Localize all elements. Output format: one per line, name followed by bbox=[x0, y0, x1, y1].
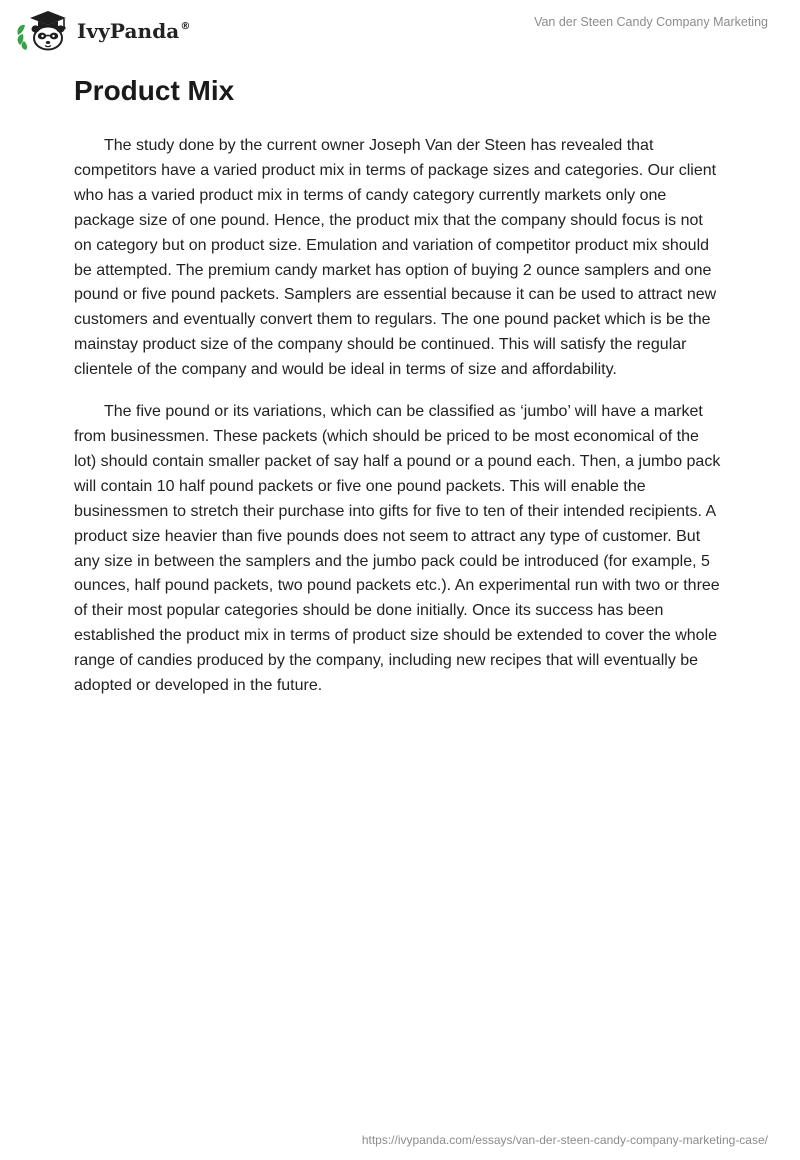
article-body bbox=[74, 74, 724, 716]
source-url[interactable]: https://ivypanda.com/essays/van-der-steen-candy-company-marketing-case/ bbox=[361, 1133, 768, 1147]
paragraph-1: The study done by the current owner Joseph Van der Steen has revealed that competitors have a varied product mix in terms of package sizes and categories. Our client who has a varied product mix in terms of candy category currently markets only one package size of one pound. Hence, the product mix that the company should focus is not on category but on product size. Emulation and variation of competitor product mix should be attempted. The premium candy market has option of buying 2 ounce samplers and one pound or five pound packets. Samplers are essential because it can be used to attract new customers and eventually convert them to regulars. The one pound packet which is be the mainstay product size of the company should be continued. This will satisfy the regular clientele of the company and would be ideal in terms of size and affordability. bbox=[74, 137, 717, 379]
registered-mark: ® bbox=[180, 21, 191, 32]
page-header bbox=[0, 0, 800, 60]
section-heading: Product Mix bbox=[74, 75, 235, 106]
brand-name: IvyPanda® bbox=[77, 19, 191, 43]
document-title: Van der Steen Candy Company Marketing bbox=[534, 15, 768, 29]
paragraph-2: The five pound or its variations, which can be classified as ‘jumbo’ will have a market from businessmen. These packets (which should be priced to be most economical of the lot) should contain smaller packet of say half a pound or a pound each. Then, a jumbo pack will contain 10 half pound packets or five one pound packets. This will enable the businessmen to stretch their purchase into gifts for five to ten of their intended recipients. A product size heavier than five pounds does not seem to attract any type of customer. But any size in between the samplers and the jumbo pack could be introduced (for example, 5 ounces, half pound packets, two pound packets etc.). An experimental run with two or three of their most popular categories should be done initially. Once its success has been established the product mix in terms of product size should be extended to cover the whole range of candies produced by the company, including new recipes that will eventually be adopted or developed in the future. bbox=[74, 403, 721, 695]
brand-logo[interactable] bbox=[14, 9, 190, 51]
panda-graduate-icon bbox=[14, 9, 72, 51]
